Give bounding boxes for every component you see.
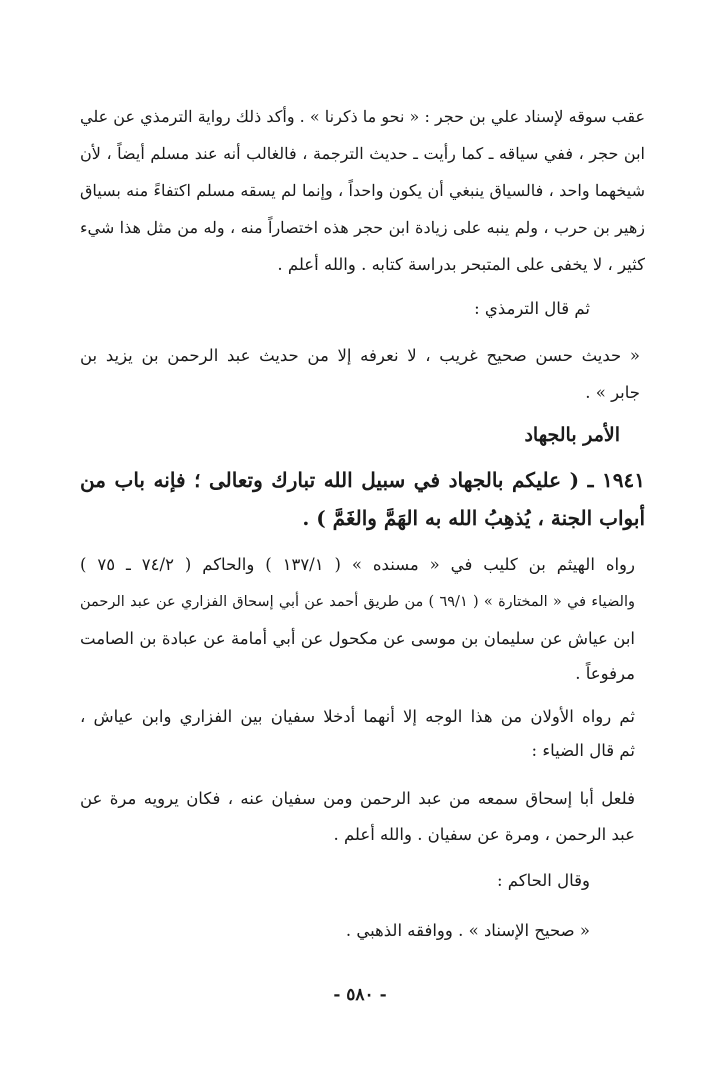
paragraph-line: فلعل أبا إسحاق سمعه من عبد الرحمن ومن سفيان عنه ، فكان يرويه مرة عن	[80, 789, 635, 808]
paragraph-line: ثم رواه الأولان من هذا الوجه إلا أنهما أدخلا سفيان بين الفزاري وابن عياش ،	[80, 707, 635, 726]
paragraph-line: ابن حجر ، ففي سياقه ـ كما رأيت ـ حديث الترجمة ، فالغالب أنه عند مسلم أيضاً ، لأن	[80, 144, 645, 163]
paragraph-line: كثير ، لا يخفى على المتبحر بدراسة كتابه . والله أعلم .	[277, 255, 645, 274]
paragraph-line: عبد الرحمن ، ومرة عن سفيان . والله أعلم .	[333, 825, 635, 844]
paragraph-line: زهير بن حرب ، ولم ينبه على زيادة ابن حجر هذه اختصاراً منه ، وله من مثل هذا شيء	[80, 218, 645, 237]
paragraph-line: رواه الهيثم بن كليب في « مسنده » ( ١٣٧/١ ) والحاكم ( ٧٤/٢ ـ ٧٥ )	[80, 555, 635, 574]
paragraph-line: عقب سوقه لإسناد علي بن حجر : « نحو ما ذكرنا » . وأكد ذلك رواية الترمذي عن علي	[80, 107, 645, 126]
paragraph-line: وقال الحاكم :	[496, 871, 590, 890]
paragraph-line: جابر » .	[585, 383, 640, 402]
paragraph-line: « صحيح الإسناد » . ووافقه الذهبي .	[345, 921, 590, 940]
paragraph-line: والضياء في « المختارة » ( ٦٩/١ ) من طريق أحمد عن أبي إسحاق الفزاري عن عبد الرحمن	[80, 594, 635, 610]
section-heading: الأمر بالجهاد	[524, 424, 620, 446]
hadith-text-line: أبواب الجنة ، يُذهِبُ الله به الهَمَّ والغَمَّ ) .	[302, 506, 645, 530]
paragraph-line: ثم قال الترمذي :	[474, 299, 590, 318]
paragraph-line: « حديث حسن صحيح غريب ، لا نعرفه إلا من حديث عبد الرحمن بن يزيد بن	[80, 346, 640, 365]
paragraph-line: ثم قال الضياء :	[531, 741, 635, 760]
paragraph-line: مرفوعاً .	[575, 664, 635, 683]
paragraph-line: شيخهما واحد ، فالسياق ينبغي أن يكون واحداً ، وإنما لم يسقه مسلم اكتفاءً منه بسياق	[80, 181, 645, 200]
page-number: - ٥٨٠ -	[333, 985, 387, 1005]
paragraph-line: ابن عياش عن سليمان بن موسى عن مكحول عن أبي أمامة عن عبادة بن الصامت	[80, 629, 635, 648]
hadith-text-line: ١٩٤١ ـ ( عليكم بالجهاد في سبيل الله تبارك وتعالى ؛ فإنه باب من	[80, 468, 645, 492]
